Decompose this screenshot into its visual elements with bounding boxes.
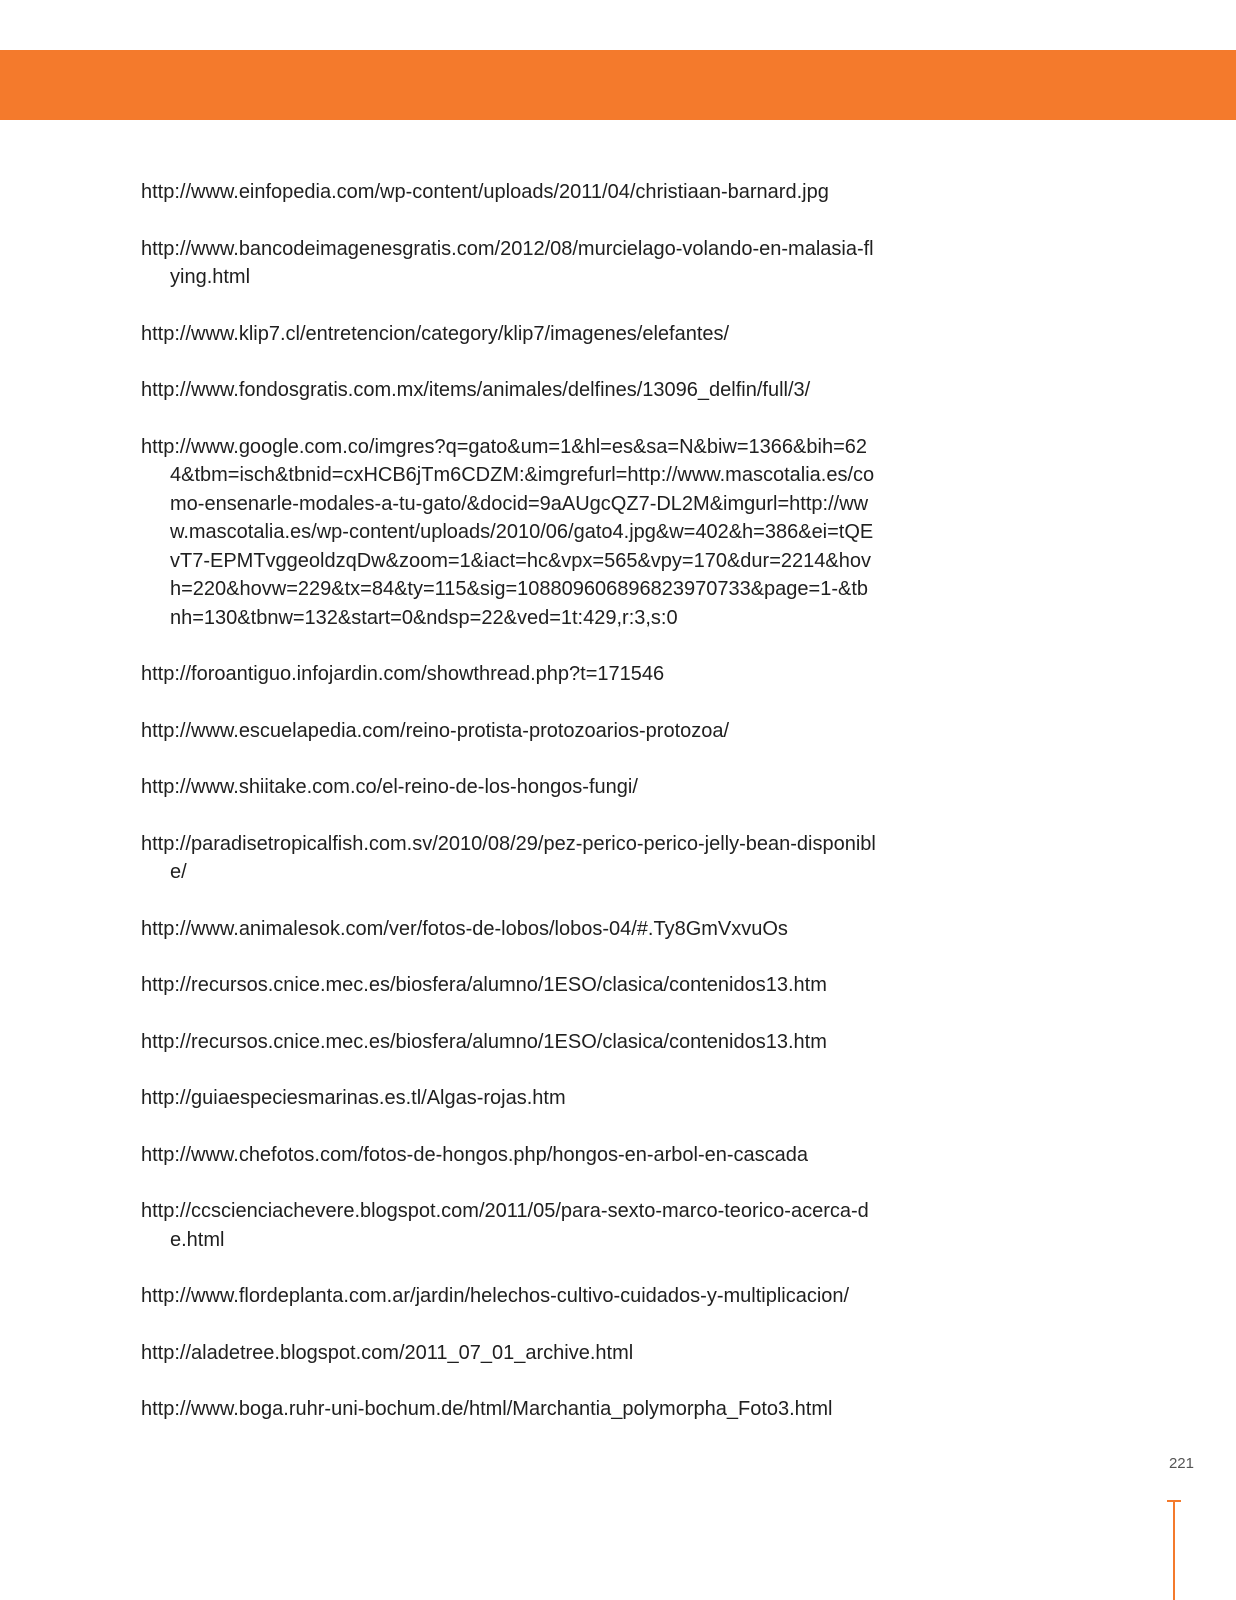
reference-item: http://www.shiitake.com.co/el-reino-de-los-hongos-fungi/ <box>141 776 638 798</box>
reference-item: http://guiaespeciesmarinas.es.tl/Algas-rojas.htm <box>141 1087 566 1109</box>
reference-item: http://ccscienciachevere.blogspot.com/2011/05/para-sexto-marco-teorico-acerca-de.html <box>141 1200 869 1251</box>
reference-item: http://aladetree.blogspot.com/2011_07_01_archive.html <box>141 1341 634 1364</box>
reference-list <box>141 178 876 1452</box>
page-number: 221 <box>1168 1455 1194 1472</box>
reference-item: http://recursos.cnice.mec.es/biosfera/alumno/1ESO/clasica/contenidos13.htm <box>141 1030 827 1053</box>
reference-item: http://foroantiguo.infojardin.com/showthread.php?t=171546 <box>141 663 665 685</box>
reference-item: http://www.einfopedia.com/wp-content/uploads/2011/04/christiaan-barnard.jpg <box>141 181 829 203</box>
reference-item: http://www.klip7.cl/entretencion/category/klip7/imagenes/elefantes/ <box>141 322 730 345</box>
reference-item: http://paradisetropicalfish.com.sv/2010/08/29/pez-perico-perico-jelly-bean-disponible/ <box>141 832 876 883</box>
reference-item: http://www.chefotos.com/fotos-de-hongos.php/hongos-en-arbol-en-cascada <box>141 1143 809 1166</box>
reference-item: http://www.escuelapedia.com/reino-protista-protozoarios-protozoa/ <box>141 719 730 742</box>
reference-item: http://www.fondosgratis.com.mx/items/animales/delfines/13096_delfin/full/3/ <box>141 379 811 401</box>
reference-item: http://www.animalesok.com/ver/fotos-de-lobos/lobos-04/#.Ty8GmVxvuOs <box>141 917 788 940</box>
reference-item: http://www.boga.ruhr-uni-bochum.de/html/Marchantia_polymorpha_Foto3.html <box>141 1398 833 1420</box>
page-marker-line <box>1173 1500 1175 1600</box>
reference-item: http://www.bancodeimagenesgratis.com/2012/08/murcielago-volando-en-malasia-flying.html <box>141 237 874 288</box>
reference-item: http://recursos.cnice.mec.es/biosfera/alumno/1ESO/clasica/contenidos13.htm <box>141 974 827 996</box>
reference-item: http://www.google.com.co/imgres?q=gato&um=1&hl=es&sa=N&biw=1366&bih=624&tbm=isch&tbnid=cxHCB6jTm6CDZM:&imgrefurl=http://www.mascotalia.es/como-ensenarle-modales-a-tu-gato/&docid=9aAUgcQZ7-DL2M&imgurl=http://www.mascotalia.es/wp-content/uploads/2010/06/gato4.jpg&w=402&h=386&ei=tQEvT7-EPMTvggeoldzqDw&zoom=1&iact=hc&vpx=565&vpy=170&dur=2214&hovh=220&hovw=229&tx=84&ty=115&sig=108809606896823970733&page=1-&tbnh=130&tbnw=132&start=0&ndsp=22&ved=1t:429,r:3,s:0 <box>141 435 875 629</box>
header-band <box>0 50 1236 120</box>
reference-item: http://www.flordeplanta.com.ar/jardin/helechos-cultivo-cuidados-y-multiplicacion/ <box>141 1285 850 1307</box>
